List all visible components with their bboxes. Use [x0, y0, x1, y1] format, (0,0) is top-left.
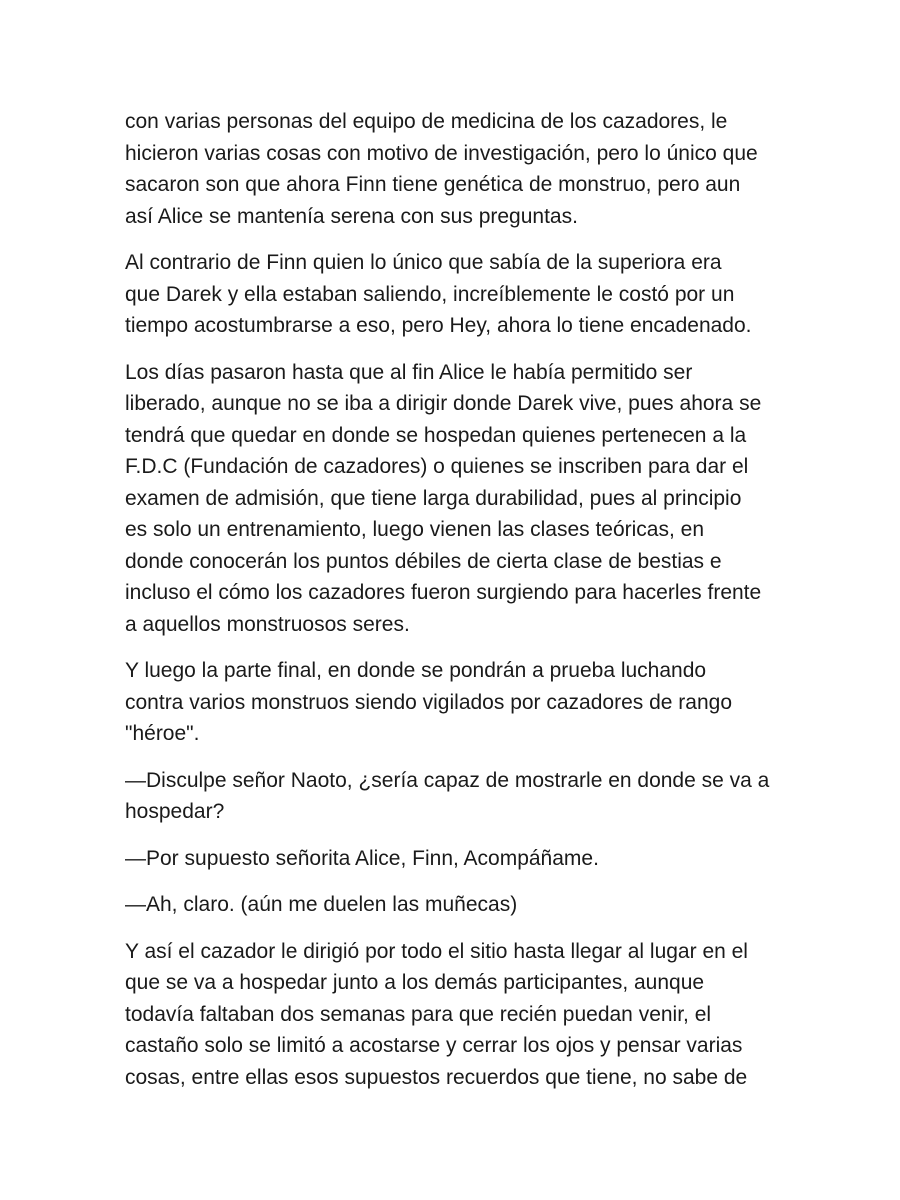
text-line: que Darek y ella estaban saliendo, increíblemente le costó por un [125, 282, 735, 306]
text-line: Y luego la parte final, en donde se pondrán a prueba luchando [125, 659, 707, 682]
paragraph [125, 936, 785, 1094]
text-line: Al contrario de Finn quien lo único que sabía de la superiora era [125, 251, 722, 274]
text-line: castaño solo se limitó a acostarse y cerrar los ojos y pensar varias [125, 1034, 743, 1057]
text-line: sacaron son que ahora Finn tiene genética de monstruo, pero aun [125, 173, 741, 196]
text-line: cosas, entre ellas esos supuestos recuerdos que tiene, no sabe de [125, 1065, 748, 1089]
text-line: con varias personas del equipo de medicina de los cazadores, le [125, 110, 728, 133]
text-line: Los días pasaron hasta que al fin Alice le había permitido ser [125, 360, 693, 384]
text-line: —Ah, claro. (aún me duelen las muñecas) [125, 893, 518, 916]
text-line: "héroe". [125, 722, 200, 745]
text-line: hospedar? [125, 800, 225, 823]
paragraph [125, 106, 785, 232]
text-line: donde conocerán los puntos débiles de cierta clase de bestias e [125, 549, 722, 573]
text-line: tiempo acostumbrarse a eso, pero Hey, ahora lo tiene encadenado. [125, 314, 752, 337]
text-line: contra varios monstruos siendo vigilados por cazadores de rango [125, 690, 733, 714]
text-line: todavía faltaban dos semanas para que recién puedan venir, el [125, 1002, 712, 1026]
text-line: —Disculpe señor Naoto, ¿sería capaz de mostrarle en donde se va a [125, 768, 770, 792]
text-line: incluso el cómo los cazadores fueron surgiendo para hacerles frente [125, 581, 762, 604]
text-line: a aquellos monstruosos seres. [125, 612, 410, 636]
text-line: examen de admisión, que tiene larga durabilidad, pues al principio [125, 486, 742, 510]
text-line: que se va a hospedar junto a los demás participantes, aunque [125, 971, 705, 994]
paragraph [125, 843, 785, 875]
text-line: Y así el cazador le dirigió por todo el sitio hasta llegar al lugar en el [125, 939, 748, 963]
text-line: hicieron varias cosas con motivo de investigación, pero lo único que [125, 141, 758, 165]
paragraph [125, 765, 785, 828]
paragraph [125, 655, 785, 750]
text-line: tendrá que quedar en donde se hospedan quienes pertenecen a la [125, 423, 747, 447]
text-line: F.D.C (Fundación de cazadores) o quienes se inscriben para dar el [125, 455, 749, 478]
paragraph [125, 247, 785, 342]
document-body [125, 106, 785, 1108]
text-line: liberado, aunque no se iba a dirigir donde Darek vive, pues ahora se [125, 392, 762, 415]
text-line: es solo un entrenamiento, luego vienen las clases teóricas, en [125, 518, 705, 541]
text-line: —Por supuesto señorita Alice, Finn, Acompáñame. [125, 846, 599, 870]
paragraph [125, 357, 785, 641]
text-line: así Alice se mantenía serena con sus preguntas. [125, 204, 578, 228]
paragraph [125, 889, 785, 921]
